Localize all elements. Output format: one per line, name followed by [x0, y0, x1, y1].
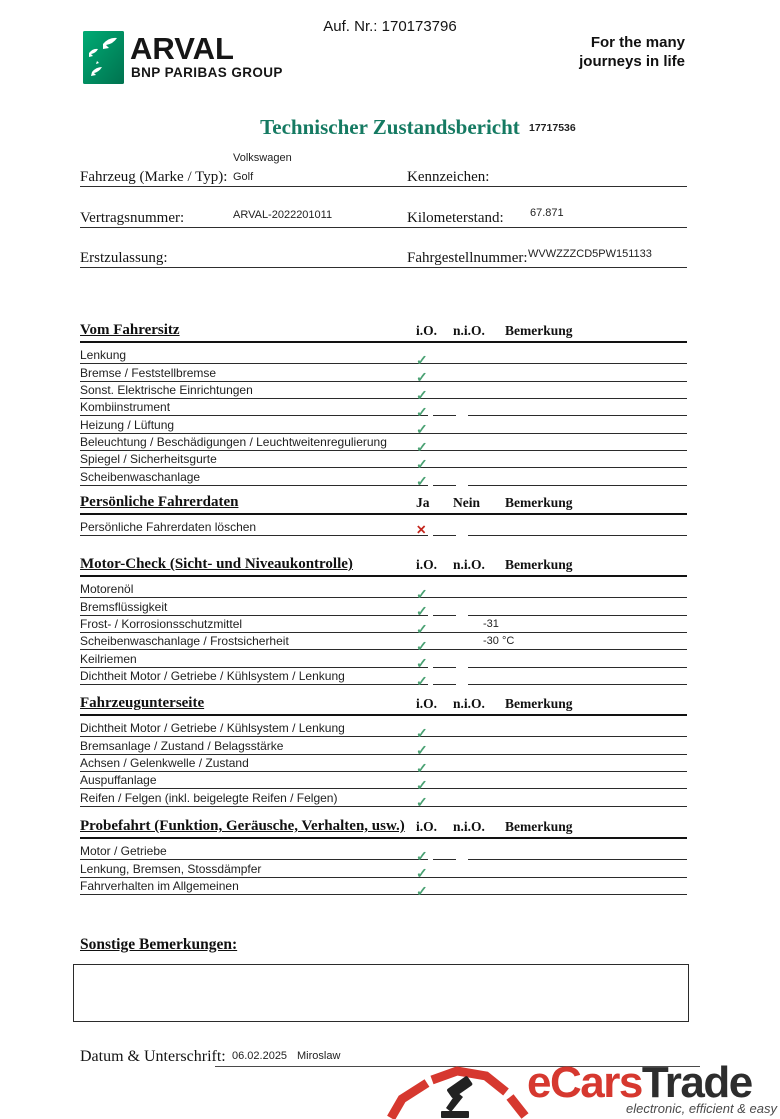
table-row — [80, 616, 687, 637]
check-icon: ✓ — [416, 724, 428, 741]
page-title: Technischer Zustandsbericht — [260, 115, 520, 139]
check-icon: ✓ — [416, 655, 428, 672]
table-row — [80, 364, 687, 386]
table-row — [80, 843, 687, 864]
column-header-remark: Bemerkung — [505, 696, 573, 711]
check-icon: ✓ — [416, 637, 428, 654]
remarks-label: Sonstige Bemerkungen: — [80, 936, 238, 953]
table-row — [80, 598, 687, 620]
signature-label: Datum & Unterschrift: — [80, 1048, 226, 1065]
table-row — [80, 434, 687, 455]
cross-icon: ✕ — [416, 523, 427, 538]
section-rows — [80, 581, 687, 689]
car-gavel-icon — [385, 1064, 545, 1119]
table-row — [80, 633, 687, 654]
check-icon: ✓ — [416, 759, 428, 776]
column-header-ok: i.O. — [416, 323, 438, 338]
tagline-line2: journeys in life — [579, 53, 685, 70]
section-title: Probefahrt (Funktion, Geräusche, Verhalten, usw.) — [80, 818, 405, 834]
table-row — [80, 451, 687, 472]
contract-label: Vertragsnummer: — [80, 210, 185, 226]
row-note: -31 — [483, 618, 499, 631]
section-header — [80, 322, 687, 343]
info-underline — [80, 267, 687, 268]
row-label: Sonst. Elektrische Einrichtungen — [80, 383, 253, 398]
table-row — [80, 737, 687, 759]
column-header-remark: Bemerkung — [505, 819, 573, 834]
section — [80, 556, 687, 689]
column-header-remark: Bemerkung — [505, 323, 573, 338]
row-label: Dichtheit Motor / Getriebe / Kühlsystem / Lenkung — [80, 721, 345, 736]
ecars-text: eCars — [527, 1058, 642, 1107]
tagline-line1: For the many — [590, 34, 685, 51]
table-row — [80, 382, 687, 403]
check-icon: ✓ — [416, 585, 428, 602]
check-icon: ✓ — [416, 473, 428, 490]
info-underline — [80, 186, 687, 187]
row-label: Frost- / Korrosionsschutzmittel — [80, 617, 243, 632]
check-icon: ✓ — [416, 620, 428, 637]
section — [80, 494, 687, 536]
vin-value: WVWZZZCD5PW151133 — [528, 248, 652, 260]
row-label: Achsen / Gelenkwelle / Zustand — [80, 756, 249, 771]
column-header-not-ok: n.i.O. — [453, 819, 485, 834]
row-label: Kombiinstrument — [80, 400, 171, 415]
table-row — [80, 519, 687, 536]
row-label: Heizung / Lüftung — [80, 417, 175, 432]
section-rows — [80, 519, 687, 536]
table-row — [80, 581, 687, 602]
table-row — [80, 347, 687, 368]
check-icon: ✓ — [416, 847, 428, 864]
section-header — [80, 695, 687, 716]
check-icon: ✓ — [416, 455, 428, 472]
row-label: Bremse / Feststellbremse — [80, 365, 217, 380]
row-label: Motor / Getriebe — [80, 844, 167, 859]
check-icon: ✓ — [416, 603, 428, 620]
section — [80, 818, 687, 899]
table-row — [80, 860, 687, 882]
vehicle-label: Fahrzeug (Marke / Typ): — [80, 169, 228, 185]
check-icon: ✓ — [416, 386, 428, 403]
table-row — [80, 416, 687, 438]
section — [80, 322, 687, 490]
column-header-not-ok: n.i.O. — [453, 696, 485, 711]
row-label: Auspuffanlage — [80, 773, 157, 788]
bnp-paribas-label: BNP PARIBAS GROUP — [131, 65, 283, 80]
table-row — [80, 468, 687, 490]
section-header — [80, 818, 687, 839]
row-label: Dichtheit Motor / Getriebe / Kühlsystem / Lenkung — [80, 669, 345, 684]
check-icon: ✓ — [416, 403, 428, 420]
table-row — [80, 720, 687, 741]
check-icon: ✓ — [416, 742, 428, 759]
arval-tagline — [579, 33, 685, 71]
row-label: Scheibenwaschanlage — [80, 469, 201, 484]
section-rows — [80, 843, 687, 899]
row-label: Fahrverhalten im Allgemeinen — [80, 879, 239, 894]
plate-label: Kennzeichen: — [407, 169, 490, 185]
section — [80, 695, 687, 811]
section-rows — [80, 720, 687, 811]
check-icon: ✓ — [416, 865, 428, 882]
section-title: Motor-Check (Sicht- und Niveaukontrolle) — [80, 556, 353, 572]
info-underline — [80, 227, 687, 228]
contract-value: ARVAL-2022201011 — [233, 209, 333, 221]
column-header-ok: i.O. — [416, 557, 438, 572]
table-row — [80, 399, 687, 420]
check-icon: ✓ — [416, 776, 428, 793]
check-icon: ✓ — [416, 421, 428, 438]
section-title: Fahrzeugunterseite — [80, 695, 205, 711]
row-label: Reifen / Felgen (inkl. beigelegte Reifen / Felgen) — [80, 790, 338, 805]
vehicle-type-value: Golf — [233, 171, 254, 183]
column-header-ok: Ja — [416, 495, 430, 510]
row-label: Keilriemen — [80, 651, 137, 666]
row-note: -30 °C — [483, 635, 515, 648]
section-header — [80, 556, 687, 577]
check-icon: ✓ — [416, 672, 428, 689]
section-title: Vom Fahrersitz — [80, 322, 180, 338]
column-header-remark: Bemerkung — [505, 495, 573, 510]
signature-date: 06.02.2025 — [232, 1050, 288, 1062]
column-header-not-ok: n.i.O. — [453, 557, 485, 572]
mileage-value: 67.871 — [530, 207, 564, 219]
table-row — [80, 755, 687, 776]
signature-name: Miroslaw — [297, 1050, 341, 1062]
table-row — [80, 668, 687, 689]
trade-text: Trade — [641, 1058, 752, 1107]
first-registration-label: Erstzulassung: — [80, 250, 168, 266]
check-icon: ✓ — [416, 369, 428, 386]
table-row — [80, 878, 687, 899]
section-header — [80, 494, 687, 515]
vehicle-make-value: Volkswagen — [233, 152, 292, 164]
column-header-ok: i.O. — [416, 696, 438, 711]
row-label: Beleuchtung / Beschädigungen / Leuchtweitenregulierung — [80, 435, 387, 450]
row-label: Bremsflüssigkeit — [80, 599, 168, 614]
row-label: Bremsanlage / Zustand / Belagsstärke — [80, 738, 284, 753]
row-label: Motorenöl — [80, 582, 134, 597]
table-row — [80, 789, 687, 811]
check-icon: ✓ — [416, 794, 428, 811]
check-icon: ✓ — [416, 351, 428, 368]
column-header-ok: i.O. — [416, 819, 438, 834]
row-label: Spiegel / Sicherheitsgurte — [80, 452, 217, 467]
table-row — [80, 772, 687, 793]
column-header-not-ok: n.i.O. — [453, 323, 485, 338]
arval-wordmark: ARVAL — [130, 31, 234, 66]
column-header-remark: Bemerkung — [505, 557, 573, 572]
check-icon: ✓ — [416, 882, 428, 899]
row-label: Scheibenwaschanlage / Frostsicherheit — [80, 634, 289, 649]
table-row — [80, 650, 687, 672]
column-header-not-ok: Nein — [453, 495, 480, 510]
vin-label: Fahrgestellnummer: — [407, 250, 528, 266]
title-row — [0, 115, 780, 140]
mileage-label: Kilometerstand: — [407, 210, 504, 226]
row-label: Lenkung, Bremsen, Stossdämpfer — [80, 861, 262, 876]
ecarstrade-tagline: electronic, efficient & easy — [625, 1101, 777, 1116]
report-number: 17717536 — [529, 122, 576, 134]
remarks-box — [73, 964, 689, 1022]
arval-birds-icon — [83, 31, 124, 84]
row-label: Lenkung — [80, 348, 127, 363]
section-title: Persönliche Fahrerdaten — [80, 494, 239, 510]
section-rows — [80, 347, 687, 490]
row-label: Persönliche Fahrerdaten löschen — [80, 520, 257, 535]
check-icon: ✓ — [416, 438, 428, 455]
order-number: Auf. Nr.: 170173796 — [323, 18, 457, 35]
